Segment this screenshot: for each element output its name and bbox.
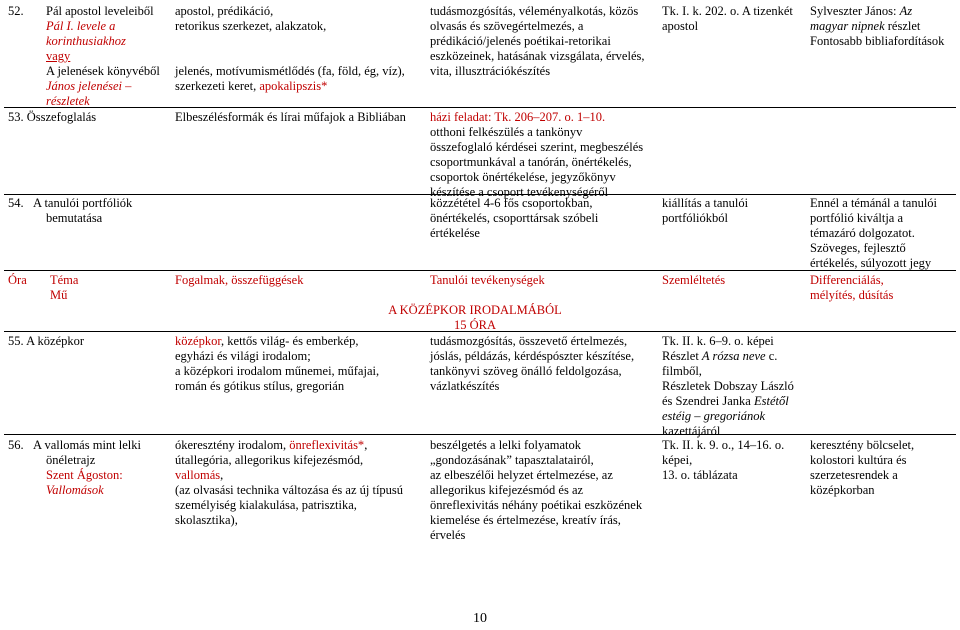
row56-activities-line7: érvelés <box>430 528 466 542</box>
row52-concepts-gap <box>175 34 405 64</box>
row52-number: 52. <box>8 4 24 18</box>
row56-differentiation <box>810 438 914 498</box>
row56-concepts-line1-text: ókeresztény irodalom, <box>175 438 290 452</box>
row52-aids-line1: Tk. I. k. 202. o. A tizenkét <box>662 4 793 18</box>
row54-diff-line1: Ennél a témánál a tanulói <box>810 196 938 210</box>
row53-activities-line2: otthoni felkészülés a tankönyv <box>430 125 583 139</box>
header-diff-line2: mélyítés, dúsítás <box>810 288 894 302</box>
row54-diff-line4: Szöveges, fejlesztő <box>810 241 906 255</box>
row52-activities <box>430 4 644 79</box>
row54-label <box>8 196 132 226</box>
row56-diff-line1: keresztény bölcselet, <box>810 438 915 452</box>
row56-activities-line4: allegorikus kifejezésmód és az <box>430 483 584 497</box>
section-title <box>375 303 575 333</box>
row56-topic-author: Szent Ágoston: <box>46 468 123 482</box>
row53-bottom-rule <box>4 194 956 195</box>
header-top-rule <box>4 270 956 271</box>
row53-label <box>8 110 96 125</box>
row53-activities <box>430 110 643 200</box>
row53-number: 53. <box>8 110 24 124</box>
row55-aids-line4: Részletek Dobszay László <box>662 379 794 393</box>
row56-activities-line1: beszélgetés a lelki folyamatok <box>430 438 581 452</box>
header-ora: Óra <box>8 273 27 287</box>
row52-diff-line1 <box>810 4 944 19</box>
header-szemleltetes: Szemléltetés <box>662 273 726 287</box>
row55-bottom-rule <box>4 434 956 435</box>
row56-concepts <box>175 438 403 528</box>
row54-line1 <box>8 196 132 211</box>
row52-activities-line3: prédikáció/jelenés poétikai-retorikai <box>430 34 611 48</box>
row56-activities <box>430 438 642 543</box>
row52-concepts-line5: jelenés, motívumismétlődés (fa, föld, ég, víz), <box>175 64 405 78</box>
row52-concepts-line2: retorikus szerkezet, alakzatok, <box>175 19 327 33</box>
row55-aids-line1: Tk. II. k. 6–9. o. képei <box>662 334 774 348</box>
row52-topic-line3: korinthusiakhoz <box>46 34 126 48</box>
row56-concept-onreflexivitas: önreflexivitás* <box>289 438 365 452</box>
row53-concepts: Elbeszélésformák és lírai műfajok a Bibliában <box>175 110 406 124</box>
row52-topic-line4: vagy <box>46 49 71 63</box>
row52-concepts-line6-text: szerkezeti keret, <box>175 79 260 93</box>
row56-diff-line3: szerzetesrendek a <box>810 468 898 482</box>
row52-differentiation <box>810 4 944 49</box>
row56-topic-work: Vallomások <box>46 483 104 497</box>
row52-diff-author: Sylveszter János: Az <box>810 4 913 18</box>
row55-number: 55. <box>8 334 24 348</box>
row52-concepts-line1: apostol, prédikáció, <box>175 4 274 18</box>
row54-activities-line2: önértékelés, csoporttársak szóbeli <box>430 211 599 225</box>
row54-activities <box>430 196 598 241</box>
row55-activities-line3: tankönyvi szöveg önálló feldolgozása, <box>430 364 622 378</box>
header-tema-line2: Mű <box>50 288 68 302</box>
row55-aids-line5 <box>662 394 794 409</box>
row56-activities-line3: az elbeszélői helyzet értelmezése, az <box>430 468 613 482</box>
header-tema <box>50 273 78 303</box>
row52-aids-line2: apostol <box>662 19 699 33</box>
row55-aids-line2 <box>662 349 794 364</box>
row52-concepts-apokalipszis: apokalipszis* <box>259 79 328 93</box>
row55-concepts-line4: román és gótikus stílus, gregorián <box>175 379 345 393</box>
row55-concepts-line2: egyházi és világi irodalom; <box>175 349 311 363</box>
row56-concepts-line2: útallegória, allegorikus kifejezésmód, <box>175 453 364 467</box>
row56-aids-line2: képei, <box>662 453 693 467</box>
row55-aids-film-title: A rózsa neve <box>701 349 766 363</box>
row52-topic-line2: Pál I. levele a <box>46 19 116 33</box>
row52-topic-line1: Pál apostol leveleiből <box>46 4 154 18</box>
row53-activities-line6: készítése a csoport tevékenységéről <box>430 185 609 199</box>
row56-concepts-line5: személyiség kialakulása, patrisztika, <box>175 498 357 512</box>
row53-activities-line3: összefoglaló kérdései szerint, megbeszélés <box>430 140 644 154</box>
row55-concept-kozepkor: középkor <box>175 334 222 348</box>
row56-label <box>8 438 141 498</box>
row52-activities-line5: vita, illusztrációkészítés <box>430 64 551 78</box>
row52-concepts <box>175 4 405 94</box>
row55-aids-line7: kazettájáról <box>662 424 721 438</box>
header-diff-line1: Differenciálás, <box>810 273 884 287</box>
row55-activities-line4: vázlatkészítés <box>430 379 500 393</box>
row55-aids-c: c. <box>768 349 778 363</box>
row52-topic-line6: János jelenései – <box>46 79 132 93</box>
row54-activities-line3: értékelése <box>430 226 480 240</box>
header-fogalmak: Fogalmak, összefüggések <box>175 273 304 287</box>
row54-topic-line1: A tanulói portfóliók <box>33 196 133 210</box>
row56-diff-line2: kolostori kultúra és <box>810 453 907 467</box>
row56-activities-line5: önreflexivitás néhány poétikai eszközének <box>430 498 643 512</box>
row52-concepts-line6 <box>175 79 405 94</box>
row54-activities-line1: közzététel 4-6 fős csoportokban, <box>430 196 593 210</box>
row55-aids-line3: filmből, <box>662 364 702 378</box>
row56-number: 56. <box>8 438 24 452</box>
row54-diff-line3: témazáró dolgozatot. <box>810 226 915 240</box>
row52-diff-title: magyar nipnek <box>810 19 885 33</box>
row56-concept-vallomas: vallomás <box>175 468 221 482</box>
row56-aids <box>662 438 784 483</box>
row52-diff-line2 <box>810 19 944 34</box>
row55-activities-line1: tudásmozgósítás, összevető értelmezés, <box>430 334 628 348</box>
row55-aids <box>662 334 794 439</box>
header-tema-line1: Téma <box>50 273 79 287</box>
row52-topic-line5: A jelenések könyvéből <box>46 64 160 78</box>
header-differencialas <box>810 273 893 303</box>
section-hours: 15 ÓRA <box>453 318 497 332</box>
row52-topic-line7: részletek <box>46 94 90 108</box>
row55-concepts <box>175 334 379 394</box>
row54-topic-line2: bemutatása <box>46 211 103 225</box>
row55-concepts-line1-text: , kettős világ- és emberkép, <box>221 334 359 348</box>
row55-concepts-line3: a középkori irodalom műnemei, műfajai, <box>175 364 380 378</box>
row56-activities-line6: kiemelése és értelmezése, kreatív írás, <box>430 513 621 527</box>
row54-aids-line1: kiállítás a tanulói <box>662 196 749 210</box>
row56-line1 <box>8 438 141 453</box>
row55-topic: A középkor <box>26 334 85 348</box>
page-number: 10 <box>473 611 487 626</box>
header-tevekenysegek: Tanulói tevékenységek <box>430 273 545 287</box>
row55-label <box>8 334 84 349</box>
row55-aids-reszlet: Részlet <box>662 349 702 363</box>
row54-differentiation <box>810 196 937 271</box>
row54-diff-line5: értékelés, súlyozott jegy <box>810 256 932 270</box>
row55-activities <box>430 334 634 394</box>
row55-top-rule <box>4 331 956 332</box>
row55-concepts-line1 <box>175 334 379 349</box>
row54-diff-line2: portfólió kiváltja a <box>810 211 904 225</box>
row56-concepts-line1: ókeresztény irodalom, önreflexivitás*, <box>175 438 368 452</box>
row52-diff-line3: Fontosabb bibliafordítások <box>810 34 945 48</box>
row52-aids <box>662 4 793 34</box>
row55-aids-szendrei: és Szendrei Janka <box>662 394 754 408</box>
row55-activities-line2: jóslás, példázás, kérdéspószter készítése, <box>430 349 635 363</box>
row56-topic-line1: A vallomás mint lelki <box>33 438 141 452</box>
row53-topic: Összefoglalás <box>26 110 97 124</box>
row52-activities-line1: tudásmozgósítás, véleményalkotás, közös <box>430 4 639 18</box>
row56-concepts-line6: skolasztika), <box>175 513 238 527</box>
row52-activities-line4: eszközeinek, hatásának vizsgálata, érvelés, <box>430 49 645 63</box>
row54-aids <box>662 196 748 226</box>
row52-bottom-rule <box>4 107 956 108</box>
row54-number: 54. <box>8 196 24 210</box>
row53-activities-line4: csoportmunkával a tanórán, önértékelés, <box>430 155 632 169</box>
row53-homework: házi feladat: Tk. 206–207. o. 1–10. <box>430 110 606 124</box>
row56-topic-line2: önéletrajz <box>46 453 96 467</box>
row54-aids-line2: portfóliókból <box>662 211 728 225</box>
row53-activities-line5: csoportok önértékelése, jegyzőkönyv <box>430 170 616 184</box>
row55-aids-estetol: Estétől <box>753 394 789 408</box>
row52-activities-line2: olvasás és szövegértelmezés, a <box>430 19 584 33</box>
row56-activities-line2: „gondozásának” tapasztalatairól, <box>430 453 594 467</box>
row56-concepts-line3: vallomás, <box>175 468 224 482</box>
row52-topic <box>46 4 160 109</box>
row55-aids-line6: estéig – gregoriánok <box>662 409 765 423</box>
row52-diff-reszlet: részlet <box>884 19 921 33</box>
row56-concepts-line4: (az olvasási technika változása és az új típusú <box>175 483 404 497</box>
row56-aids-line3: 13. o. táblázata <box>662 468 738 482</box>
row56-aids-line1: Tk. II. k. 9. o., 14–16. o. <box>662 438 785 452</box>
row56-diff-line4: középkorban <box>810 483 875 497</box>
section-title-text: A KÖZÉPKOR IRODALMÁBÓL <box>388 303 562 317</box>
